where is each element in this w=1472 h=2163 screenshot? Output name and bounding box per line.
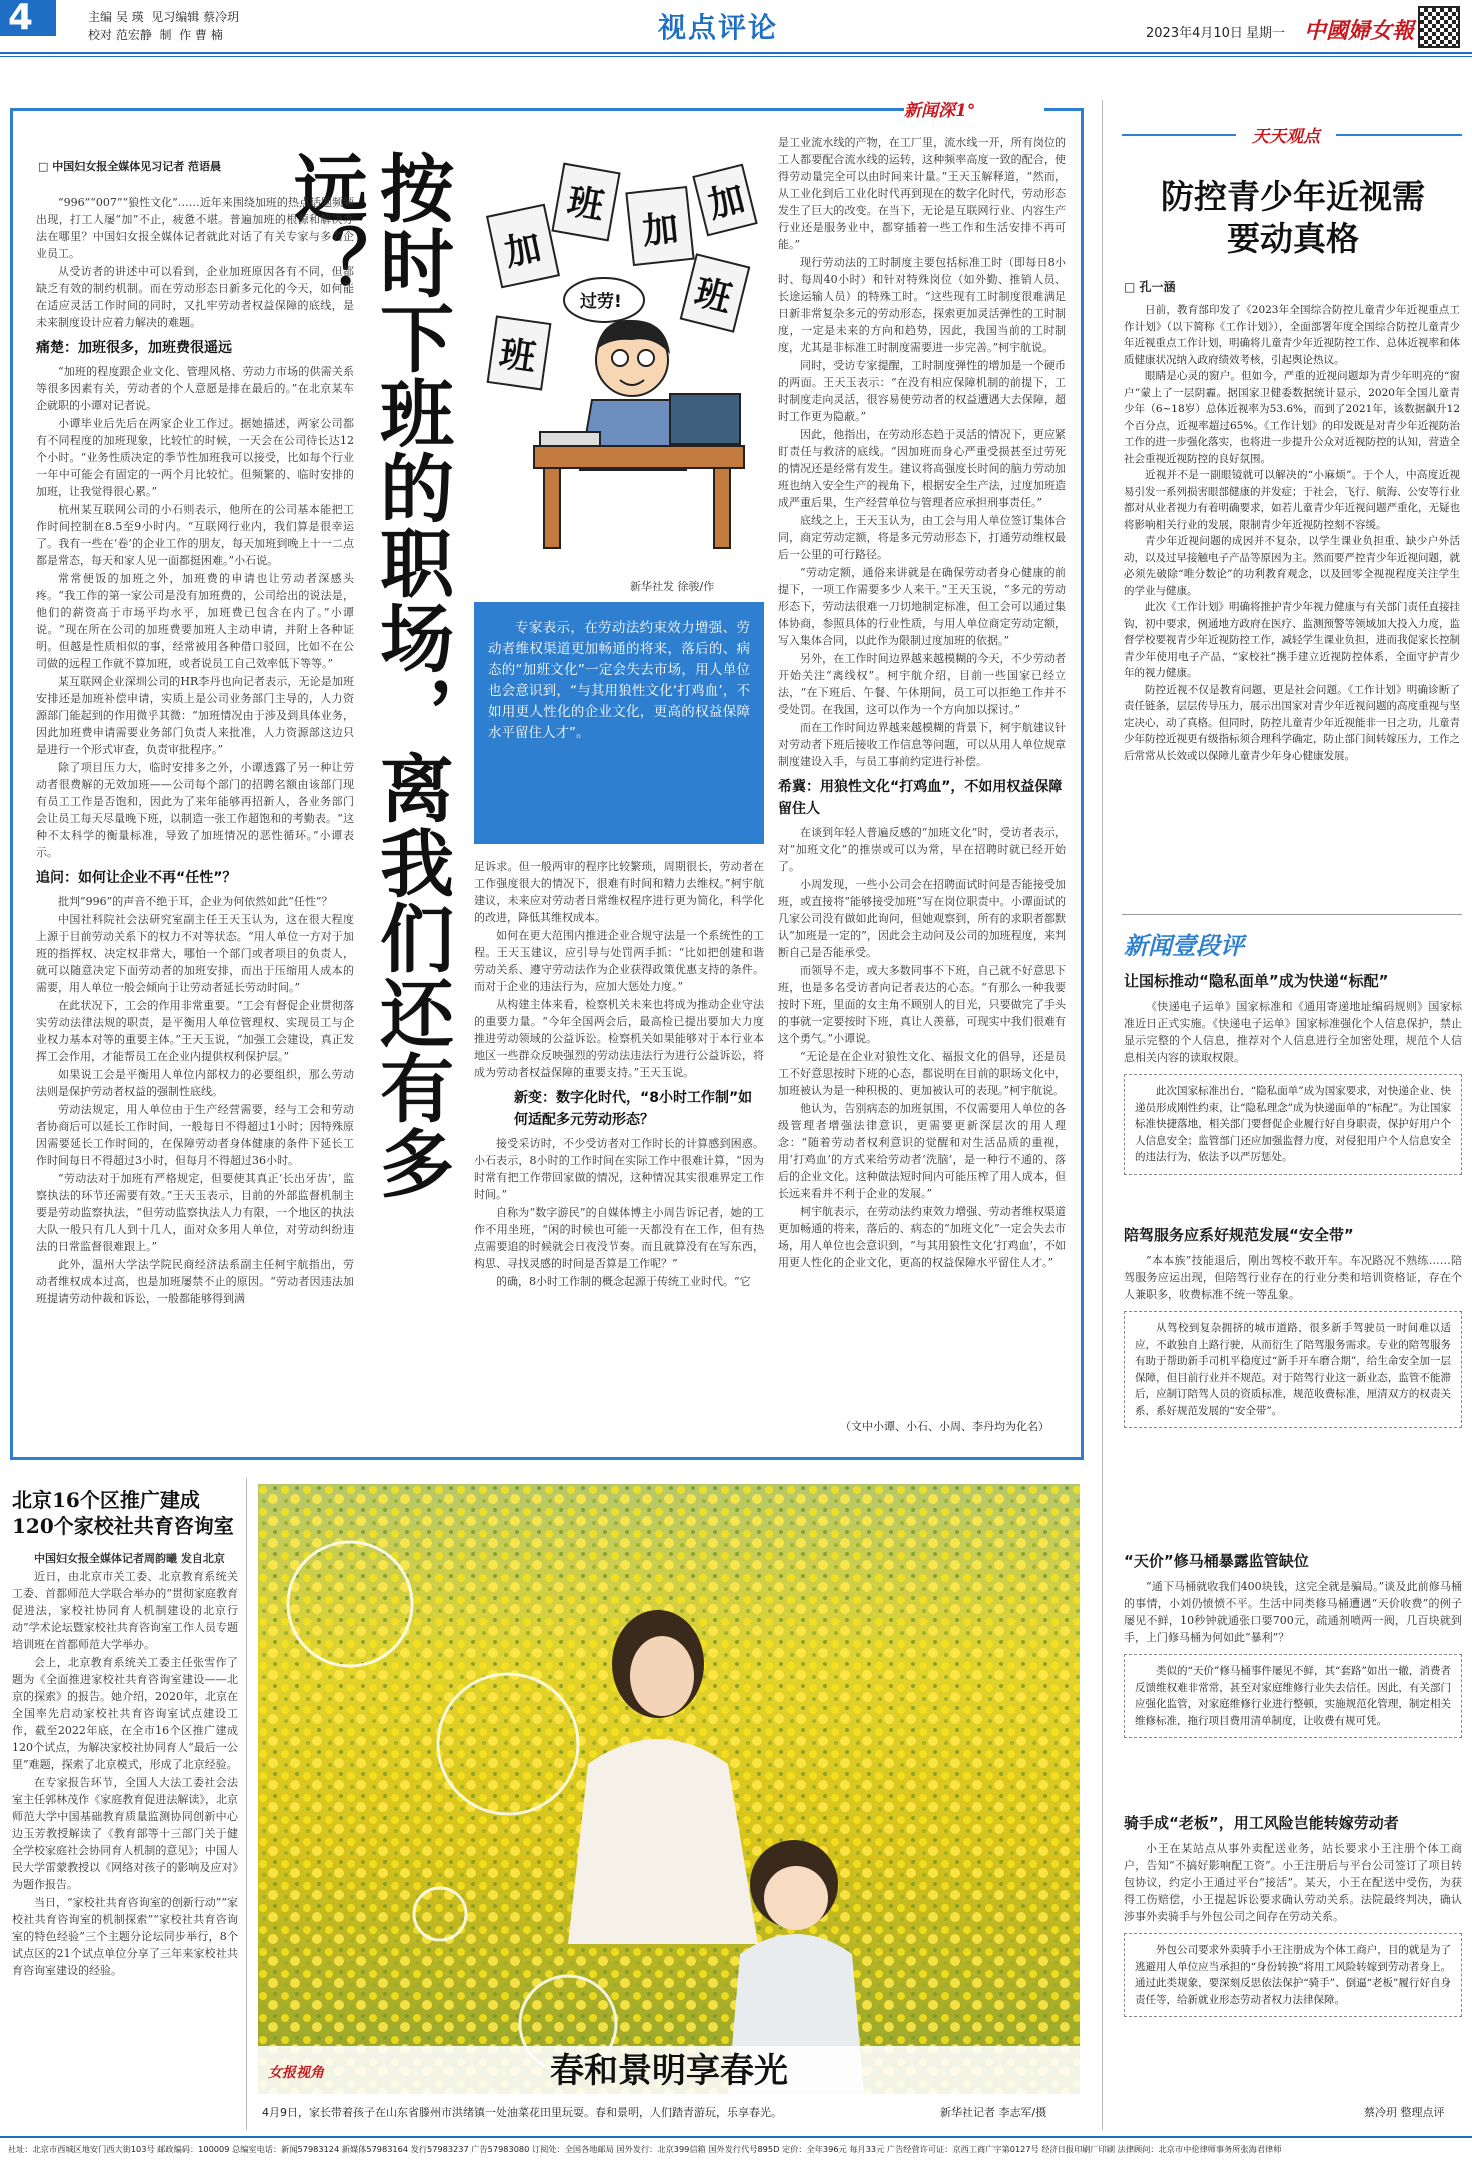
feature-paragraph: 常常便饭的加班之外，加班费的申请也让劳动者深感头疼。“我工作的第一家公司是没有加班费的，公司给出的说法是，他们的薪资高于市场平均水平，加班费已包含在内了。”小谭说。“现在所在公司的加班费要加班人主动申请，并附上各种证明。但越是性质相似的事，经常被用各种借口驳回，比如不在公司做的远程工作就不算加班，或者说员工自己效率低下等等。” [36, 572, 354, 670]
feature-paragraph: 在谈到年轻人普遍反感的“加班文化”时，受访者表示，对“加班文化”的推崇或可以为常，早在招聘时就已经开始了。 [778, 826, 1066, 873]
feature-byline: □ 中国妇女报全媒体见习记者 范语晨 [38, 160, 222, 173]
news-item-comment [1124, 1654, 1462, 1738]
feature-paragraph: “996”“007”“狼性文化”……近年来围绕加班的热点话题频频出现，打工人屡“加”不止，疲惫不堪。普遍加班的根源和解决办法在哪里？中国妇女报全媒体记者就此对话了有关专家与多名企业员工。 [36, 196, 354, 260]
bottom-story-title-2: 120个家校社共育咨询室 [12, 1514, 234, 1538]
qr-code-icon [1418, 6, 1460, 48]
cartoon-illustration [474, 150, 764, 570]
feature-headline: 按时下班的职场，离我们还有多远？ [282, 150, 454, 1200]
news-item-comment-text: 此次国家标准出台，“隐私面单”成为国家要求，对快递企业、快递员形成刚性约束，让“隐私理念”成为快递面单的“标配”。为让国家标准快捷落地，相关部门要督促企业履行好自身职责，保护好用户个人信息安全；监管部门还应加强监督力度，对侵犯用户个人信息安全的违法行为，依法予以严厉惩处。 [1135, 1085, 1451, 1163]
pullquote-text: 专家表示，在劳动法约束效力增强、劳动者维权渠道更加畅通的将来，落后的、病态的“加班文化”一定会失去市场，用人单位也会意识到，“与其用狼性文化‘打鸡血’，不如用更人性化的企业文化，更高的权益保障水平留住人才”。 [488, 620, 750, 741]
photo-title: 春和景明享春光 [550, 2051, 788, 2091]
news-item-body: 《快递电子运单》国家标准和《通用寄递地址编码规则》国家标准近日正式实施。《快递电子运单》国家标准强化个人信息保护，禁止显示完整的个人信息，推荐对个人信息进行全加密处理，规范个人信息相关内容的读取权限。 [1124, 1000, 1462, 1064]
cartoon-word: 加 [500, 225, 545, 275]
news-item [1124, 970, 1462, 1200]
news-item-title: 骑手成“老板”，用工风险岂能转嫁劳动者 [1124, 1814, 1399, 1832]
feature-paragraph: 如何在更大范围内推进企业合规守法是一个系统性的工程。王天玉建议，应引导与处罚两手抓：“比如把创建和谐劳动关系、遵守劳动法作为企业获得政策优惠支持的条件。而对于企业的违法行为，应加大惩处力度。” [474, 929, 764, 993]
opinion-title: 防控青少年近视需要动真格 [1161, 177, 1425, 258]
feature-paragraph: 自称为“数字游民”的自媒体博主小周告诉记者，她的工作不用坐班，“闲的时候也可能一天都没有在工作，但有热点需要追的时候就会日夜没节奏。而且就算没有在写东西，构思、寻找灵感的时间是否算是工作呢？” [474, 1206, 764, 1270]
feature-paragraph: 他认为，告别病态的加班氛围，不仅需要用人单位的各级管理者增强法律意识，更需要更新深层次的用人理念：“随着劳动者权利意识的觉醒和对生活品质的重视，用‘打鸡血’的方式来给劳动者‘洗脑’，是一种行不通的、落后的企业文化。这种做法短时间内可能压榨了用人成本，但长远来看并不利于企业的发展。” [778, 1102, 1066, 1200]
column-divider [1102, 100, 1103, 2130]
feature-paragraph: 而在工作时间边界越来越模糊的背景下，柯宇航建议针对劳动者下班后接收工作信息等问题，可以从用人单位规章制度建设入手，与员工事前约定进行补偿。 [778, 721, 1066, 768]
opinion-tag [1236, 122, 1336, 146]
feature-paragraph: 柯宇航表示，在劳动法约束效力增强、劳动者维权渠道更加畅通的将来，落后的、病态的“加班文化”一定会失去市场，用人单位也会意识到，“与其用狼性文化‘打鸡血’，不如用更人性化的企业文化，更高的权益保障水平留住人才。” [778, 1205, 1066, 1269]
column-divider [246, 1478, 247, 2130]
cartoon-speech: 过劳! [580, 292, 622, 312]
news-item [1124, 1550, 1462, 1808]
page-number: 4 [8, 0, 34, 38]
cartoon-word: 加 [640, 207, 681, 253]
news-item-comment-text: 外包公司要求外卖骑手小王注册成为个体工商户，目的就是为了逃避用人单位应当承担的“身份转换”将用工风险转嫁到劳动者身上。通过此类规象，要深刻反思依法保护“骑手”、倒逼“老板”履行好自身责任等，给新就业形态劳动者权力法律保障。 [1135, 1944, 1451, 2006]
news-item-body: “本本族”技能退后，刚出驾校不敢开车。车况路况不熟练……陪驾服务应运出现，但陪驾行业存在的行业分类和培训资格证，存在个人兼职多，收费标准不统一等乱象。 [1124, 1254, 1462, 1301]
feature-paragraph: “劳动法对于加班有严格规定，但要使其真正‘长出牙齿’，监察执法的环节还需要有效。”王天玉表示，目前的外部监督机制主要是劳动监察执法，“但劳动监察执法人力有限，一个地区的执法大队一般只有几人到十几人，面对众多用人单位，对劳动纠纷违法的日常监督很难跟上。” [36, 1172, 354, 1253]
feature-paragraph: 的确，8小时工作制的概念起源于传统工业时代。“它 [496, 1275, 751, 1288]
bottom-story-paragraph: 会上，北京教育系统关工委主任张雪作了题为《全面推进家校社共育咨询室建设——北京的探索》的报告。她介绍，2020年，北京在全国率先启动家校社共育咨询室试点建设工作，截至2022年底，在全市16个区推广建成120个试点，为解决家校社协同育人“最后一公里”难题，探索了北京模式，形成了北京经验。 [12, 1656, 238, 1771]
subhead-pain: 痛楚：加班很多，加班费很遥远 [36, 340, 232, 356]
newspaper-logo: 中國婦女報 [1304, 18, 1415, 44]
photo-caption: 4月9日，家长带着孩子在山东省滕州市洪绪镇一处油菜花田里玩耍。春和景明，人们踏青游玩，乐享春光。 [262, 2106, 782, 2119]
news-item-title: 陪驾服务应系好规范发展“安全带” [1124, 1226, 1354, 1244]
cartoon-caption: 新华社发 徐骏/作 [630, 580, 715, 593]
masthead-rule-thin [0, 56, 1472, 57]
news-panel-editor: 蔡冷玥 整理点评 [1364, 2106, 1445, 2119]
pseudonym-note: （文中小谭、小石、小周、李丹均为化名） [840, 1420, 1049, 1433]
feature-paragraph: 接受采访时，不少受访者对工作时长的计算感到困惑。小石表示，8小时的工作时间在实际工作中很难计算，“因为时常有把工作带回家做的情况，这种情况其实很难界定工作时间。” [474, 1137, 764, 1201]
news-item-comment-text: 从驾校到复杂拥挤的城市道路，很多新手驾驶员一时间难以适应，不敢独自上路行驶，从而衍生了陪驾服务需求。专业的陪驾服务有助于帮助新手司机平稳度过“新手开车磨合期”，给生命安全加一层保障，但目前行业并不规范。对于陪驾行业这一新业态，监管不能滞后，应制订陪驾人员的资质标准，规范收费标准，厘清双方的权责关系，系好规范发展的“安全带”。 [1135, 1322, 1451, 1417]
news-panel-tag: 新闻壹段评 [1124, 931, 1244, 960]
feature-paragraph: 足诉求。但一般两审的程序比较繁琐，周期很长，劳动者在工作强度很大的情况下，很难有时间和精力去维权。”柯宇航建议，未来应对劳动者日常维权程序进行更为简化，科学化的改进，降低其维权成本。 [474, 860, 764, 924]
bottom-story-title-1: 北京16个区推广建成 [12, 1488, 200, 1512]
feature-paragraph: 而领导不走，或大多数同事不下班，自己就不好意思下班，也是多名受访者向记者表达的心态。“有那么一种我要按时下班，里面的女主角不顾别人的目光，只要做完了手头的事就一定要按时下班，真让人羡慕，可现实中我们很难有这个勇气。”小谭说。 [778, 964, 1066, 1045]
pullquote-box [474, 602, 764, 844]
news-item-comment [1124, 1311, 1462, 1428]
bottom-story-paragraph: 在专家报告环节，全国人大法工委社会法室主任郭林茂作《家庭教育促进法解读》，北京师范大学中国基础教育质量监测协同创新中心边玉芳教授解读了《教育部等十三部门关于健全学校家庭社会协同育人机制的意见》；中国人民大学雷蒙教授以《网络对孩子的影响及应对》为题作报告。 [12, 1776, 238, 1891]
feature-column-1 [36, 194, 354, 1434]
footer-info: 社址：北京市西城区地安门西大街103号 邮政编码：100009 总编室电话：新闻57983124 新媒体57983164 发行57983237 广告57983080 订阅处：全国各地邮局 国外发行：北京399信箱 国外发行代号895D 定价：全年396元 每月33元 广告经营许可证：京西工商广字第0127号 经济日报印刷厂印刷 法律顾问：北京市中伦律师事务所张海君律师 [8, 2144, 1282, 2154]
feature-paragraph: 劳动法规定，用人单位由于生产经营需要，经与工会和劳动者协商后可以延长工作时间，一般每日不得超过1小时；因特殊原因需要延长工作时间的，在保障劳动者身体健康的条件下延长工作时间每日不得超过3小时，但每月不得超过36小时。 [36, 1103, 354, 1167]
feature-paragraph: 杭州某互联网公司的小石则表示，他所在的公司基本能把工作时间控制在8.5至9小时内。“互联网行业内，我们算是很幸运了。我有一些在‘卷’的企业工作的朋友，每天加班到晚上十一二点都是常态，每天和家人见一面都挺困难。”小石说。 [36, 503, 354, 567]
opinion-paragraph: 防控近视不仅是教育问题，更是社会问题。《工作计划》明确诊断了责任链条，层层传导压力，展示出国家对青少年近视问题的高度重视与坚定决心，动了真格。但同时，防控儿童青少年近视能非一日之功，儿童青少年防控近视更有级指标须合理科学确定，防止部门间转嫁压力，工作之后常常从长效或以保障儿童青少年身心健康发展。 [1124, 683, 1460, 762]
bottom-story-body [12, 1550, 238, 2130]
feature-paragraph: 中国社科院社会法研究室副主任王天玉认为，这在很大程度上源于目前劳动关系下的权力不对等状态。“用人单位一方对于加班的指挥权、决定权非常大，哪怕一个部门或者项目的负责人，就可以随意决定下面劳动者的加班安排，而出于压缩用人成本的需要，用人单位一般会倾向于让劳动者延长劳动时间。” [36, 913, 354, 994]
cartoon-word: 班 [690, 270, 736, 321]
feature-tag-label: 新闻深1° [904, 101, 976, 121]
opinion-paragraph: 近视并不是一副眼镜就可以解决的“小麻烦”。于个人，中高度近视易引发一系列损害眼部健康的并发症；于社会，飞行、航海、公安等行业都对从业者视力有着明确要求，如若儿童青少年近视问题严重化，无疑也将影响相关行业的发展，限制青少年近视防控刻不容缓。 [1124, 469, 1460, 531]
feature-paragraph: 某互联网企业深圳公司的HR李丹也向记者表示，无论是加班安排还是加班补偿申请，实质上是公司业务部门主导的，人力资源部门能起到的作用微乎其微：“加班情况由于涉及到具体业务，因此加班费申请需要业务部门负责人来批准，人力资源部这边只是进行一个形式审查，负责审批程序。” [36, 675, 354, 756]
photo-tag: 女报视角 [268, 2065, 324, 2081]
news-item-comment [1124, 1933, 1462, 2017]
feature-paragraph: 此外，温州大学法学院民商经济法系副主任柯宇航指出，劳动者维权成本过高，也是加班屡禁不止的原因。“劳动者因违法加班提请劳动仲裁和诉讼，一般都能够得到满 [36, 1258, 354, 1305]
opinion-paragraph: 日前，教育部印发了《2023年全国综合防控儿童青少年近视重点工作计划》（以下简称《工作计划》），全面部署年度全国综合防控儿童青少年近视重点工作计划，明确将儿童青少年近视防控工作、总体近视率和体质健康状况纳入政府绩效考核，引起舆论热议。 [1124, 304, 1460, 366]
cartoon-word: 班 [564, 180, 608, 228]
news-item [1124, 1812, 1462, 2096]
feature-paragraph: 除了项目压力大，临时安排多之外，小谭透露了另一种让劳动者很费解的无效加班——公司每个部门的招聘名额由该部门现有员工工作是否饱和，因此为了来年能够再招新人，各业务部门会让员工每天尽量晚下班，以制造一张工作超饱和的考勤表。“这种不太科学的衡量标准，导致了加班情况的恶性循环。”小谭表示。 [36, 761, 354, 859]
opinion-tag-label: 天天观点 [1252, 127, 1320, 147]
feature-paragraph: “无论是在企业对狼性文化、福报文化的倡导，还是员工不好意思按时下班的心态，都说明在目前的职场文化中，加班被认为是一种积极的、更加被认可的表现。”柯宇航说。 [778, 1050, 1066, 1097]
feature-paragraph: 批判“996”的声音不绝于耳，企业为何依然如此“任性”？ [58, 895, 333, 908]
news-item [1124, 1224, 1462, 1548]
section-title: 视点评论 [658, 11, 779, 44]
issue-weekday: 星期一 [1246, 26, 1286, 41]
feature-paragraph: 底线之上，王天玉认为，由工会与用人单位签订集体合同，商定劳动定额，将是多元劳动形态下，打通劳动维权最后一公里的可行路径。 [778, 514, 1066, 561]
subhead-change: 新变：数字化时代，“8小时工作制”如何适配多元劳动形态？ [514, 1090, 753, 1128]
feature-tag [904, 96, 1044, 120]
feature-column-2 [474, 858, 764, 1422]
news-panel-rule [1122, 914, 1462, 915]
feature-paragraph: 如果说工会是平衡用人单位内部权力的必要组织，那么劳动法则是保护劳动者权益的强制性底线。 [36, 1068, 354, 1098]
news-item-comment-text: 类似的“天价”修马桶事件屡见不鲜，其“套路”如出一辙，消费者反馈维权难非常常，甚至对家庭维修行业失去信任。因此，有关部门应强化监管，对家庭维修行业进行整顿，实施规范化管理，制定相关维修标准，拖行项目费用清单制度，让收费有规可凭。 [1135, 1665, 1451, 1727]
bottom-story-paragraph: 近日，由北京市关工委、北京教育系统关工委、首都师范大学联合举办的“贯彻家庭教育促进法，家校社协同育人机制建设的北京行动”学术论坛暨家校社共育咨询室工作人员专题培训班在首都师范大学举办。 [12, 1570, 238, 1651]
bottom-story-lead [12, 1550, 238, 1567]
opinion-paragraph: 青少年近视问题的成因并不复杂，以学生课业负担重、缺少户外活动，以及过早接触电子产品等原因为主。然而要严控青少年近视问题，就必须先破除“唯分数论”的功利教育观念，以及回零全视视程度关注学生的学业与健康。 [1124, 535, 1460, 597]
feature-paragraph: 现行劳动法的工时制度主要包括标准工时（即每日8小时、每周40小时）和针对特殊岗位（如外勤、推销人员、长途运输人员）的特殊工时。“这些现有工时制度很难满足日新非常复杂多元的劳动形态，探索更加灵活弹性的工时制度，一定是未来的方向和趋势，因此，我国当前的工时制度，尤其是非标准工时制度需要进一步完善。”柯宇航说。 [778, 256, 1066, 354]
cartoon-word: 班 [496, 332, 539, 380]
feature-paragraph: 从受访者的讲述中可以看到，企业加班原因各有不同，但都缺乏有效的制约机制。而在劳动形态日新多元化的今天，如何能在适应灵活工作时间的同时，又扎牢劳动者权益保障的底线，是未来制度设计应着力解决的难题。 [36, 265, 354, 329]
news-item-body: “通下马桶就收我们400块钱，这完全就是骗局。”谈及此前修马桶的事情，小刘仍愤愤不平。生活中同类修马桶遭遇“天价收费”的例子屡见不鲜，10秒钟就通张口要700元，疏通剂喷两一阀，几百块就到手，上门修马桶为何如此“暴利”？ [1124, 1580, 1462, 1644]
credits-line-2: 校对 范宏静 制 作 曹 楠 [88, 28, 223, 42]
news-item-body: 小王在某站点从事外卖配送业务，站长要求小王注册个体工商户，告知“不搞好影响配工资”。小王注册后与平台公司签订了项目转包协议，约定小王通过平台“接活”。某天，小王在配送中受伤，为获得工伤赔偿，小王提起诉讼要求确认劳动关系。法院最终判决，确认涉事外卖骑手与外包公司之间存在劳动关系。 [1124, 1842, 1462, 1923]
news-item-comment [1124, 1074, 1462, 1175]
feature-paragraph: 同时，受访专家提醒，工时制度弹性的增加是一个硬币的两面。王天玉表示：“在没有相应保障机制的前提下，工时制度走向灵活，很容易使劳动者的权益遭遇大去保障，超时工作更为隐蔽。” [778, 359, 1066, 423]
issue-date: 2023年4月10日 [1146, 26, 1243, 41]
feature-paragraph: 是工业流水线的产物，在工厂里，流水线一开，所有岗位的工人都要配合流水线的运转，这种频率高度一致的配合，使得劳动量完全可以由时间来计量。”王天玉解释道，“然而，从工业化到后工业化时代再到现在的数字化时代，劳动形态发生了巨大的改变。在当下，无论是互联网行业、内容生产行业还是服务业中，都穿插着一些工作和生活安排不再可能。” [778, 136, 1066, 251]
spring-photo [258, 1484, 1080, 2094]
feature-paragraph: 从构建主体来看，检察机关未来也将成为推动企业守法的重要力量。“今年全国两会后，最高检已提出要加大力度推进劳动领域的公益诉讼。检察机关如果能够对于本行业本地区一些群众反映强烈的劳动法违法行为进行公益诉讼，将成为劳动者权益保障的重要支持。”王天玉说。 [474, 998, 764, 1079]
subhead-question: 追问：如何让企业不再“任性”？ [36, 870, 237, 886]
feature-paragraph: 小谭毕业后先后在两家企业工作过。据她描述，两家公司都有不同程度的加班现象，比较忙的时候，一天会在公司待长达12个小时。“业务性质决定的季节性加班我可以接受，比如每个行业一年中可能会有固定的一两个月比较忙。但频繁的、临时安排的加班，让我觉得很心累。” [36, 417, 354, 498]
bottom-story-paragraph: 当日，“家校社共育咨询室的创新行动”“家校社共育咨询室的机制探索”“家校社共育咨询室的特色经验”三个主题分论坛同步举行，8个试点区的21个试点单位分享了三年来家校社共育咨询室建设的经验。 [12, 1896, 238, 1977]
feature-paragraph: 另外，在工作时间边界越来越模糊的今天，不少劳动者开始关注“离线权”。柯宇航介绍，目前一些国家已经立法，“在下班后、午餐、午休期间，员工可以拒绝工作并不受处罚。在我国，这可以作为一个方向加以探讨。” [778, 652, 1066, 716]
opinion-paragraph: 此次《工作计划》明确将推护青少年视力健康与有关部门责任直接挂钩，初中要求，例通地方政府在医疗、监测预警等领域加大投入力度，监督学校要视青少年近视防控工作，减轻学生课业负担，进而我促家长控制青少年使用电子产品，“家校社”携手建立近视防控体系，全面守护青少年的视力健康。 [1124, 601, 1460, 679]
opinion-paragraph: 眼睛是心灵的窗户。但如今，严重的近视问题却为青少年明亮的“窗户”蒙上了一层阴霾。据国家卫健委数据统计显示，2020年全国儿童青少年（6~18岁）总体近视率为53.6%，而到了2021年，该数据飙升12个百分点，近视率超过65%。《工作计划》的印发既是对青少年近视防治工作的进一步强化落实，也将进一步提升公众对近视防控的认知，营造全社会重视近视防控的良好氛围。 [1124, 370, 1460, 465]
feature-paragraph: “加班的程度跟企业文化、管理风格、劳动力市场的供需关系等很多因素有关，劳动者的个人意愿是排在最后的。”在北京某车企就职的小谭对记者说。 [36, 365, 354, 412]
feature-paragraph: 因此，他指出，在劳动形态趋于灵活的情况下，更应紧盯责任与救济的底线。“因加班而身心严重受损甚至过劳死的情况还是经常有发生。建议将高强度长时间的脑力劳动加班也纳入安全生产的视角下，根据安全生产法，过度加班造成严重后果，生产经营单位与管理者应承担刑事责任。” [778, 428, 1066, 509]
feature-paragraph: “劳动定额，通俗来讲就是在确保劳动者身心健康的前提下，一项工作需要多少人来干。”王天玉说，“多元的劳动形态下，劳动法很难一刀切地制定标准，但工会可以通过集体协商，参照具体的行业性质，与用人单位商定劳动定额，写入集体合同，以此作为限制过度加班的依据。” [778, 566, 1066, 647]
cartoon-word: 加 [703, 176, 750, 227]
news-item-title: “天价”修马桶暴露监管缺位 [1124, 1552, 1309, 1570]
subhead-hope: 希冀：用狼性文化“打鸡血”，不如用权益保障留住人 [778, 779, 1063, 817]
opinion-byline: □ 孔一涵 [1124, 280, 1176, 294]
feature-paragraph: 在此状况下，工会的作用非常重要。“工会有督促企业贯彻落实劳动法律法规的职责，是平衡用人单位管理权、实现员工与企业权力基本对等的重要主体。”王天玉说，“加强工会建设，真正发挥工会作用，才能帮员工在企业内提供权利保护层。” [36, 999, 354, 1063]
feature-column-3 [778, 134, 1066, 1416]
photo-credit: 新华社记者 李志军/摄 [940, 2106, 1047, 2119]
footer-rule [0, 2136, 1472, 2138]
masthead-rule [0, 52, 1472, 54]
bottom-story-dateline: 中国妇女报全媒体记者周韵曦 发自北京 [34, 1552, 225, 1565]
feature-paragraph: 小周发现，一些小公司会在招聘面试时问是否能接受加班，或直接将“能够接受加班”写在岗位职责中。小谭面试的几家公司没有做如此询问，但她观察到，所有的求职者都默认“加班是一定的”，因此会主动问及公司的加班程度，来判断自己是否能承受。 [778, 878, 1066, 959]
news-item-title: 让国标推动“隐私面单”成为快递“标配” [1124, 972, 1389, 990]
opinion-body [1124, 302, 1460, 898]
credits-line-1: 主编 吴 瑛 见习编辑 蔡冷玥 [88, 10, 240, 24]
